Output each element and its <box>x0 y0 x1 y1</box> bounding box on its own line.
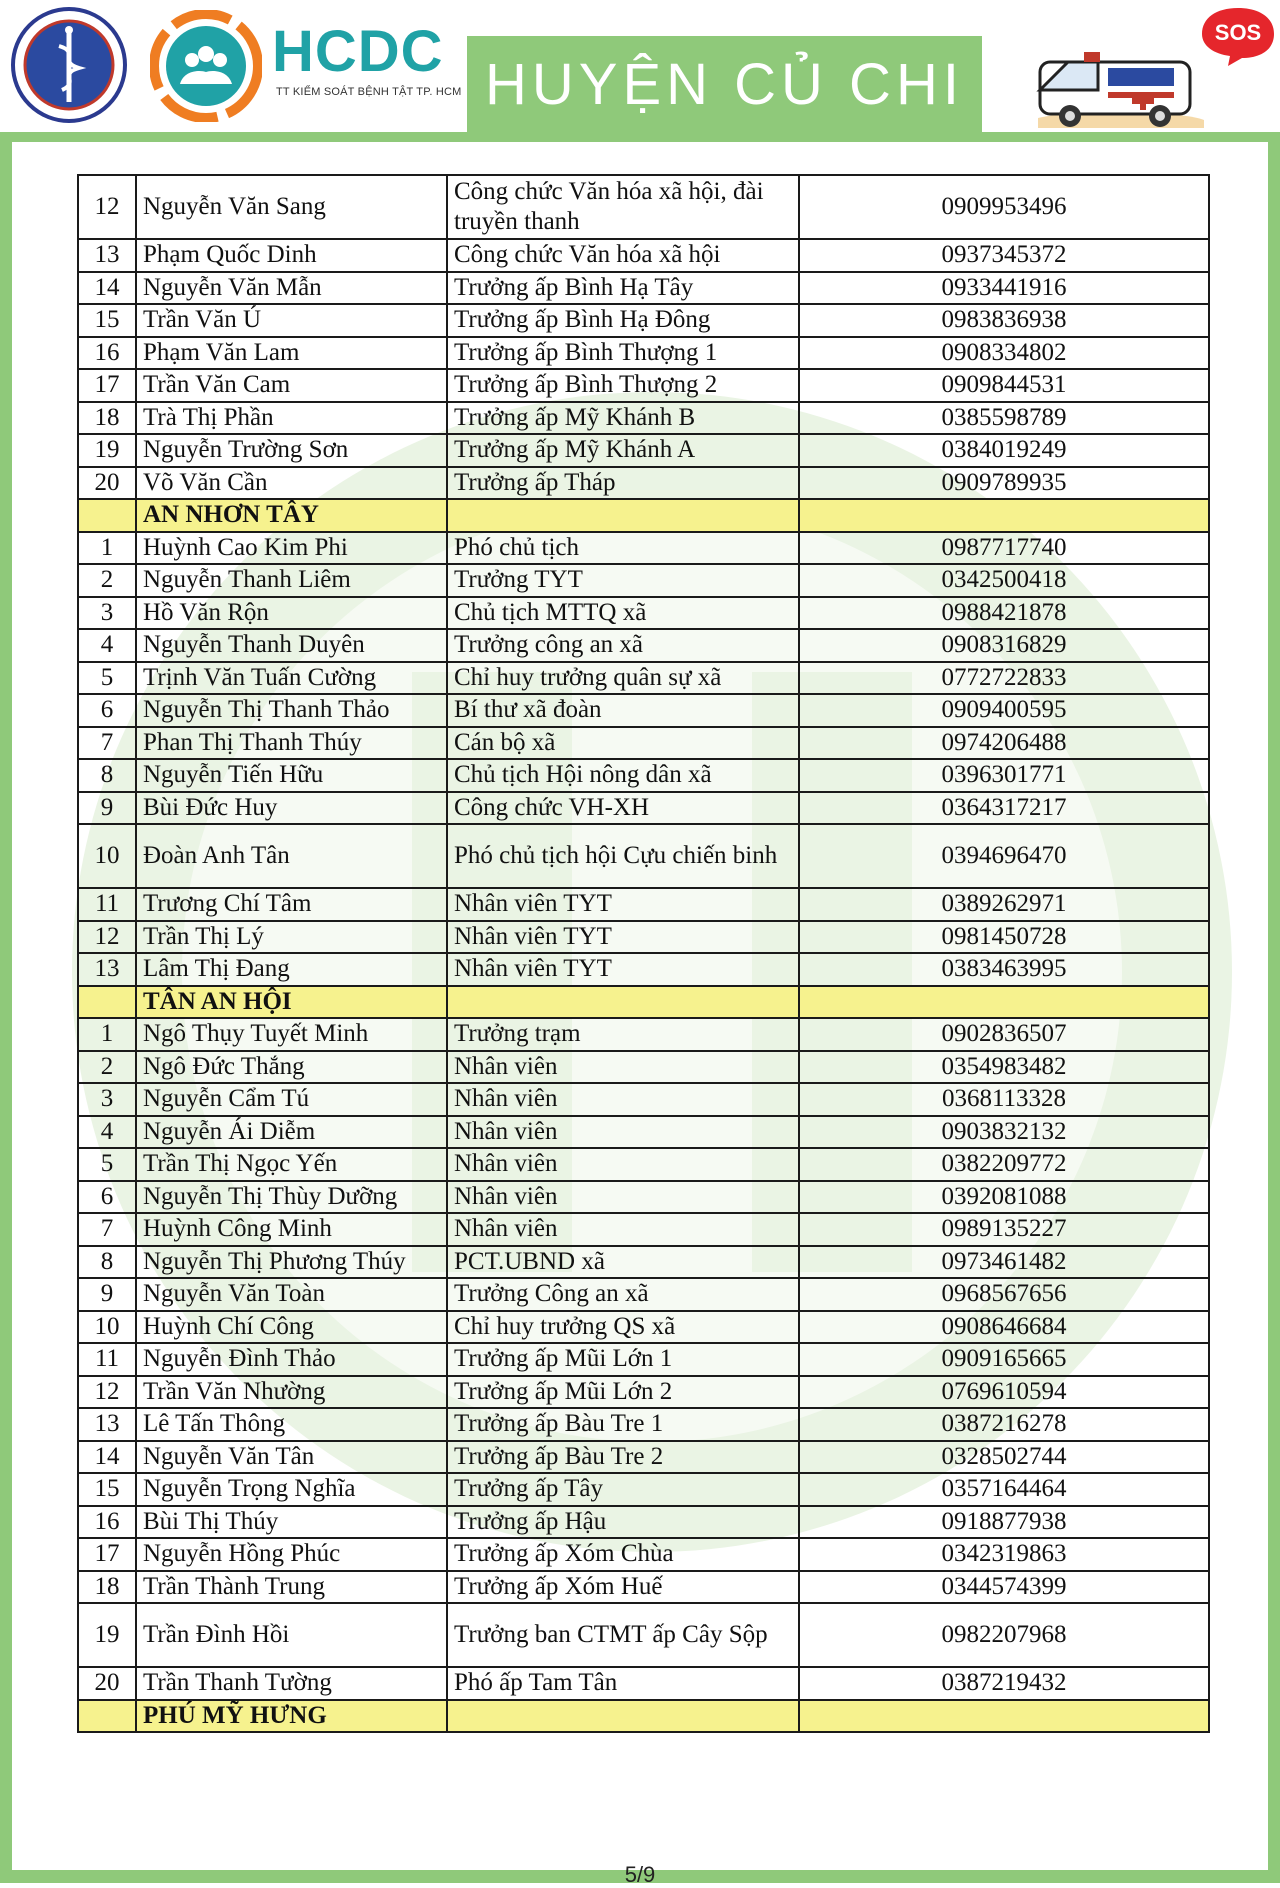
person-name: Trần Đình Hồi <box>136 1603 447 1667</box>
person-name: Trà Thị Phần <box>136 402 447 435</box>
sos-badge <box>1198 4 1278 68</box>
table-row <box>78 824 1209 888</box>
person-name: Trần Thị Lý <box>136 921 447 954</box>
person-name: Bùi Đức Huy <box>136 792 447 825</box>
phone-number: 0772722833 <box>799 662 1209 695</box>
person-role: Nhân viên <box>447 1148 799 1181</box>
person-name: Nguyễn Trọng Nghĩa <box>136 1473 447 1506</box>
phone-number: 0982207968 <box>799 1603 1209 1667</box>
person-name: Nguyễn Văn Sang <box>136 175 447 239</box>
row-number: 1 <box>78 532 136 565</box>
phone-number: 0908334802 <box>799 337 1209 370</box>
row-number: 13 <box>78 953 136 986</box>
table-row <box>78 304 1209 337</box>
table-row <box>78 467 1209 500</box>
phone-number: 0385598789 <box>799 402 1209 435</box>
table-row <box>78 1538 1209 1571</box>
ambulance-icon <box>1028 40 1208 132</box>
person-role: Nhân viên <box>447 1181 799 1214</box>
row-number: 11 <box>78 1343 136 1376</box>
table-row <box>78 369 1209 402</box>
row-number: 5 <box>78 662 136 695</box>
person-name: Trần Văn Cam <box>136 369 447 402</box>
section-num-cell <box>78 986 136 1019</box>
person-name: Nguyễn Thị Phương Thúy <box>136 1246 447 1279</box>
person-role: Công chức VH-XH <box>447 792 799 825</box>
row-number: 9 <box>78 792 136 825</box>
section-empty-cell <box>447 499 799 532</box>
phone-number: 0989135227 <box>799 1213 1209 1246</box>
table-row <box>78 175 1209 239</box>
phone-number: 0394696470 <box>799 824 1209 888</box>
row-number: 16 <box>78 337 136 370</box>
person-name: Bùi Thị Thúy <box>136 1506 447 1539</box>
row-number: 2 <box>78 1051 136 1084</box>
table-row <box>78 1278 1209 1311</box>
row-number: 12 <box>78 921 136 954</box>
row-number: 10 <box>78 824 136 888</box>
person-role: Phó chủ tịch <box>447 532 799 565</box>
table-row <box>78 694 1209 727</box>
row-number: 12 <box>78 175 136 239</box>
phone-number: 0344574399 <box>799 1571 1209 1604</box>
table-row <box>78 1571 1209 1604</box>
phone-number: 0354983482 <box>799 1051 1209 1084</box>
table-row <box>78 1116 1209 1149</box>
person-name: Ngô Thụy Tuyết Minh <box>136 1018 447 1051</box>
row-number: 20 <box>78 1667 136 1700</box>
table-row <box>78 792 1209 825</box>
table-row <box>78 1083 1209 1116</box>
row-number: 18 <box>78 402 136 435</box>
row-number: 14 <box>78 1441 136 1474</box>
row-number: 16 <box>78 1506 136 1539</box>
person-role: Nhân viên <box>447 1213 799 1246</box>
phone-number: 0987717740 <box>799 532 1209 565</box>
person-role: Nhân viên TYT <box>447 921 799 954</box>
phone-number: 0342500418 <box>799 564 1209 597</box>
phone-number: 0383463995 <box>799 953 1209 986</box>
phone-number: 0902836507 <box>799 1018 1209 1051</box>
table-row <box>78 1311 1209 1344</box>
person-role: Trưởng ấp Xóm Chùa <box>447 1538 799 1571</box>
phone-number: 0389262971 <box>799 888 1209 921</box>
table-row <box>78 1408 1209 1441</box>
person-role: Trưởng ấp Xóm Huế <box>447 1571 799 1604</box>
table-row <box>78 597 1209 630</box>
person-name: Trần Thành Trung <box>136 1571 447 1604</box>
table-row <box>78 1506 1209 1539</box>
person-name: Huỳnh Công Minh <box>136 1213 447 1246</box>
table-row <box>78 888 1209 921</box>
district-banner <box>467 36 982 132</box>
phone-number: 0903832132 <box>799 1116 1209 1149</box>
person-name: Nguyễn Văn Mẫn <box>136 272 447 305</box>
department-of-health-seal-icon <box>10 6 128 124</box>
person-role: Trưởng ban CTMT ấp Cây Sộp <box>447 1603 799 1667</box>
contact-table <box>77 174 1210 1733</box>
phone-number: 0933441916 <box>799 272 1209 305</box>
brand-name: HCDC <box>272 19 444 84</box>
phone-number: 0364317217 <box>799 792 1209 825</box>
phone-number: 0357164464 <box>799 1473 1209 1506</box>
table-row <box>78 434 1209 467</box>
person-role: Trưởng Công an xã <box>447 1278 799 1311</box>
table-row <box>78 1667 1209 1700</box>
phone-number: 0909400595 <box>799 694 1209 727</box>
phone-number: 0983836938 <box>799 304 1209 337</box>
person-role: Trưởng ấp Bình Thượng 2 <box>447 369 799 402</box>
person-role: Nhân viên TYT <box>447 953 799 986</box>
person-role: Trưởng ấp Tháp <box>447 467 799 500</box>
section-num-cell <box>78 499 136 532</box>
row-number: 18 <box>78 1571 136 1604</box>
person-name: Nguyễn Cẩm Tú <box>136 1083 447 1116</box>
person-role: Trưởng trạm <box>447 1018 799 1051</box>
person-role: Trưởng ấp Hậu <box>447 1506 799 1539</box>
person-name: Nguyễn Văn Tân <box>136 1441 447 1474</box>
person-name: Nguyễn Tiến Hữu <box>136 759 447 792</box>
person-role: Phó chủ tịch hội Cựu chiến binh <box>447 824 799 888</box>
section-empty-cell <box>799 986 1209 1019</box>
person-name: Trần Thanh Tường <box>136 1667 447 1700</box>
person-name: Hồ Văn Rộn <box>136 597 447 630</box>
table-row <box>78 921 1209 954</box>
row-number: 4 <box>78 629 136 662</box>
table-row <box>78 1018 1209 1051</box>
person-role: Trưởng ấp Mũi Lớn 1 <box>447 1343 799 1376</box>
row-number: 19 <box>78 434 136 467</box>
phone-number: 0973461482 <box>799 1246 1209 1279</box>
person-name: Ngô Đức Thắng <box>136 1051 447 1084</box>
row-number: 3 <box>78 1083 136 1116</box>
person-role: Trưởng ấp Mũi Lớn 2 <box>447 1376 799 1409</box>
person-role: Nhân viên <box>447 1051 799 1084</box>
person-role: Nhân viên <box>447 1083 799 1116</box>
sos-label: SOS <box>1214 20 1262 45</box>
row-number: 3 <box>78 597 136 630</box>
person-name: Lê Tấn Thông <box>136 1408 447 1441</box>
section-title: TÂN AN HỘI <box>136 986 447 1019</box>
page-header <box>0 0 1280 132</box>
phone-number: 0387216278 <box>799 1408 1209 1441</box>
person-role: Cán bộ xã <box>447 727 799 760</box>
row-number: 13 <box>78 239 136 272</box>
person-role: Công chức Văn hóa xã hội <box>447 239 799 272</box>
section-empty-cell <box>447 1700 799 1733</box>
person-role: Phó ấp Tam Tân <box>447 1667 799 1700</box>
person-name: Phạm Quốc Dinh <box>136 239 447 272</box>
phone-number: 0918877938 <box>799 1506 1209 1539</box>
page-number: 5/9 <box>624 1862 656 1887</box>
row-number: 7 <box>78 727 136 760</box>
row-number: 8 <box>78 759 136 792</box>
section-num-cell <box>78 1700 136 1733</box>
row-number: 2 <box>78 564 136 597</box>
person-name: Nguyễn Trường Sơn <box>136 434 447 467</box>
phone-number: 0909789935 <box>799 467 1209 500</box>
row-number: 10 <box>78 1311 136 1344</box>
row-number: 9 <box>78 1278 136 1311</box>
row-number: 4 <box>78 1116 136 1149</box>
person-name: Trịnh Văn Tuấn Cường <box>136 662 447 695</box>
phone-number: 0988421878 <box>799 597 1209 630</box>
row-number: 17 <box>78 369 136 402</box>
section-row <box>78 986 1209 1019</box>
table-row <box>78 662 1209 695</box>
section-title: PHÚ MỸ HƯNG <box>136 1700 447 1733</box>
person-role: PCT.UBND xã <box>447 1246 799 1279</box>
person-name: Nguyễn Thanh Liêm <box>136 564 447 597</box>
table-row <box>78 759 1209 792</box>
table-row <box>78 1148 1209 1181</box>
section-row <box>78 1700 1209 1733</box>
section-empty-cell <box>799 1700 1209 1733</box>
phone-number: 0769610594 <box>799 1376 1209 1409</box>
phone-number: 0981450728 <box>799 921 1209 954</box>
person-role: Trưởng ấp Tây <box>447 1473 799 1506</box>
district-title: HUYỆN CỦ CHI <box>485 52 964 117</box>
hcdc-logo-icon <box>150 10 262 122</box>
person-name: Võ Văn Cần <box>136 467 447 500</box>
table-row <box>78 1343 1209 1376</box>
person-role: Chỉ huy trưởng quân sự xã <box>447 662 799 695</box>
person-role: Trưởng ấp Mỹ Khánh A <box>447 434 799 467</box>
row-number: 11 <box>78 888 136 921</box>
phone-number: 0384019249 <box>799 434 1209 467</box>
table-row <box>78 1246 1209 1279</box>
person-role: Nhân viên <box>447 1116 799 1149</box>
row-number: 13 <box>78 1408 136 1441</box>
phone-number: 0908646684 <box>799 1311 1209 1344</box>
table-row <box>78 239 1209 272</box>
brand-subtitle: TT KIỂM SOÁT BỆNH TẬT TP. HCM <box>276 86 462 98</box>
person-role: Trưởng công an xã <box>447 629 799 662</box>
table-row <box>78 532 1209 565</box>
person-name: Huỳnh Chí Công <box>136 1311 447 1344</box>
phone-number: 0342319863 <box>799 1538 1209 1571</box>
person-role: Nhân viên TYT <box>447 888 799 921</box>
person-name: Lâm Thị Đang <box>136 953 447 986</box>
person-name: Trần Văn Ú <box>136 304 447 337</box>
person-name: Nguyễn Thị Thùy Dưỡng <box>136 1181 447 1214</box>
person-role: Chỉ huy trưởng QS xã <box>447 1311 799 1344</box>
table-row <box>78 1376 1209 1409</box>
row-number: 17 <box>78 1538 136 1571</box>
table-row <box>78 1441 1209 1474</box>
section-empty-cell <box>447 986 799 1019</box>
table-row <box>78 727 1209 760</box>
table-row <box>78 1051 1209 1084</box>
table-row <box>78 1603 1209 1667</box>
person-role: Trưởng TYT <box>447 564 799 597</box>
phone-number: 0908316829 <box>799 629 1209 662</box>
person-name: Huỳnh Cao Kim Phi <box>136 532 447 565</box>
row-number: 14 <box>78 272 136 305</box>
table-row <box>78 564 1209 597</box>
phone-number: 0974206488 <box>799 727 1209 760</box>
person-role: Trưởng ấp Bàu Tre 1 <box>447 1408 799 1441</box>
row-number: 6 <box>78 1181 136 1214</box>
phone-number: 0909953496 <box>799 175 1209 239</box>
section-title: AN NHƠN TÂY <box>136 499 447 532</box>
person-name: Nguyễn Ái Diễm <box>136 1116 447 1149</box>
phone-number: 0382209772 <box>799 1148 1209 1181</box>
phone-number: 0368113328 <box>799 1083 1209 1116</box>
phone-number: 0392081088 <box>799 1181 1209 1214</box>
phone-number: 0937345372 <box>799 239 1209 272</box>
person-role: Trưởng ấp Mỹ Khánh B <box>447 402 799 435</box>
row-number: 15 <box>78 304 136 337</box>
person-name: Trần Thị Ngọc Yến <box>136 1148 447 1181</box>
phone-number: 0968567656 <box>799 1278 1209 1311</box>
row-number: 19 <box>78 1603 136 1667</box>
row-number: 20 <box>78 467 136 500</box>
person-role: Trưởng ấp Bình Hạ Đông <box>447 304 799 337</box>
table-row <box>78 1213 1209 1246</box>
person-name: Phạm Văn Lam <box>136 337 447 370</box>
person-role: Bí thư xã đoàn <box>447 694 799 727</box>
person-name: Nguyễn Hồng Phúc <box>136 1538 447 1571</box>
section-row <box>78 499 1209 532</box>
phone-number: 0909165665 <box>799 1343 1209 1376</box>
table-row <box>78 402 1209 435</box>
table-row <box>78 272 1209 305</box>
table-row <box>78 1473 1209 1506</box>
person-name: Nguyễn Thanh Duyên <box>136 629 447 662</box>
person-role: Công chức Văn hóa xã hội, đài truyền thanh <box>447 175 799 239</box>
row-number: 1 <box>78 1018 136 1051</box>
row-number: 7 <box>78 1213 136 1246</box>
row-number: 6 <box>78 694 136 727</box>
row-number: 5 <box>78 1148 136 1181</box>
phone-number: 0396301771 <box>799 759 1209 792</box>
person-name: Trương Chí Tâm <box>136 888 447 921</box>
row-number: 12 <box>78 1376 136 1409</box>
table-row <box>78 1181 1209 1214</box>
section-empty-cell <box>799 499 1209 532</box>
phone-number: 0909844531 <box>799 369 1209 402</box>
person-name: Nguyễn Văn Toàn <box>136 1278 447 1311</box>
table-row <box>78 953 1209 986</box>
person-role: Trưởng ấp Bình Hạ Tây <box>447 272 799 305</box>
person-name: Nguyễn Đình Thảo <box>136 1343 447 1376</box>
person-name: Trần Văn Nhường <box>136 1376 447 1409</box>
person-role: Chủ tịch MTTQ xã <box>447 597 799 630</box>
row-number: 15 <box>78 1473 136 1506</box>
table-row <box>78 337 1209 370</box>
table-row <box>78 629 1209 662</box>
phone-number: 0328502744 <box>799 1441 1209 1474</box>
row-number: 8 <box>78 1246 136 1279</box>
phone-number: 0387219432 <box>799 1667 1209 1700</box>
person-name: Nguyễn Thị Thanh Thảo <box>136 694 447 727</box>
person-role: Chủ tịch Hội nông dân xã <box>447 759 799 792</box>
person-name: Phan Thị Thanh Thúy <box>136 727 447 760</box>
person-name: Đoàn Anh Tân <box>136 824 447 888</box>
person-role: Trưởng ấp Bình Thượng 1 <box>447 337 799 370</box>
person-role: Trưởng ấp Bàu Tre 2 <box>447 1441 799 1474</box>
